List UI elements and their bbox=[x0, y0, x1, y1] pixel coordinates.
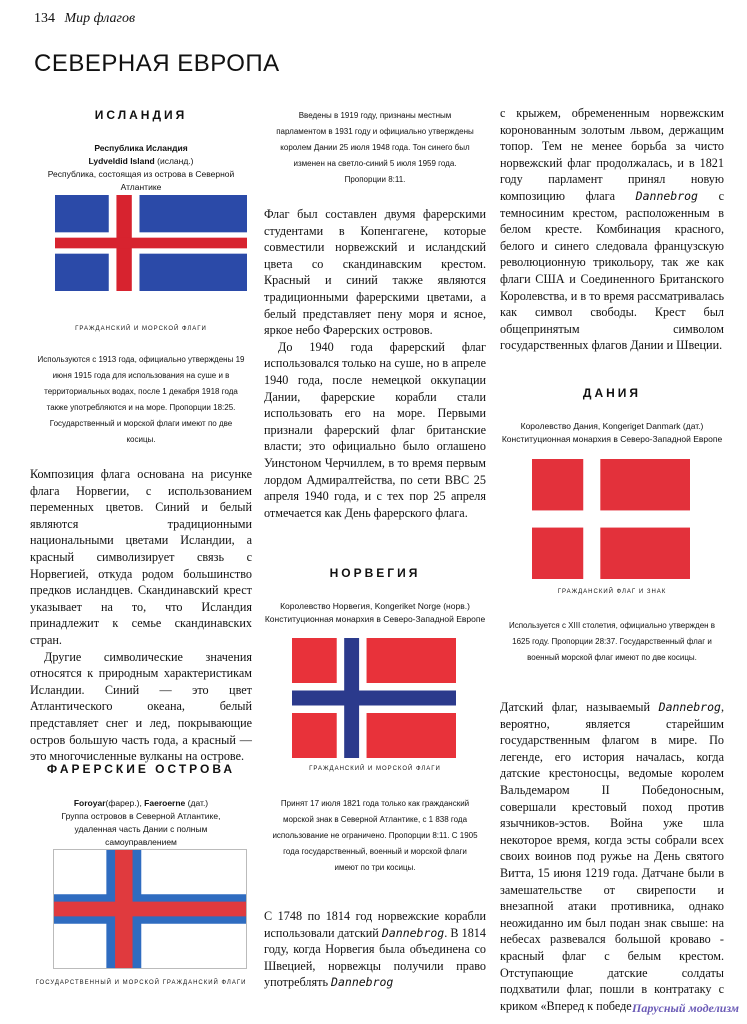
faroe-description: Группа островов в Северной Атлантике, удаленная часть Дании с полным самоуправлением bbox=[61, 811, 221, 847]
iceland-official-native: Lydveldid Island bbox=[88, 156, 155, 166]
norway-paragraph bbox=[264, 908, 486, 991]
denmark-description: Конституционная монархия в Северо-Западной Европе bbox=[501, 434, 723, 444]
norway-text-a: С 1748 по 1814 год норвежские корабли использовали датский bbox=[264, 909, 486, 940]
faroe-flag-caption: ГОСУДАРСТВЕННЫЙ И МОРСКОЙ ГРАЖДАНСКИЙ ФЛАГИ bbox=[35, 980, 247, 986]
faroe-flag-note: Введены в 1919 году, признаны местным парламентом в 1931 году и официально утверждены королем Дании 25 июля 1948 года. Тон синего был изменен на светло-синий 5 июля 1959 года. Пропорции 8:11. bbox=[276, 111, 474, 184]
faroe-official-a: Foroyar bbox=[73, 798, 106, 808]
norway-body-text-cont bbox=[500, 105, 724, 354]
faroe-flag bbox=[54, 850, 246, 968]
iceland-heading: ИСЛАНДИЯ bbox=[94, 108, 188, 122]
denmark-official-name bbox=[500, 420, 724, 446]
denmark-text-a: Датский флаг, называемый bbox=[500, 700, 659, 714]
page-title: СЕВЕРНАЯ ЕВРОПА bbox=[34, 50, 280, 77]
denmark-flag-note: Используется с XIII столетия, официально утвержден в 1625 году. Пропорции 28:37. Государственный флаг и военный морской флаг имеют по две косицы. bbox=[508, 621, 716, 662]
norway-description: Конституционная монархия в Северо-Западной Европе bbox=[264, 614, 486, 624]
iceland-native-lang: (исланд.) bbox=[157, 156, 194, 166]
denmark-text-b: , вероятно, является старейшим государственным флагом в мире. По легенде, его история началась, когда датские крестоносцы, ведомые королем Вальдемаром II Победоносным, совершали крестовый поход против язычников-эстов. Война уже шла некоторое время, когда эсты собрали всех своих воинов под ружье на День святого Витта, 15 июня 1219 года. Датчане были в замешательстве от свирепости и внезапной атаки противника, однако неожиданно им был подан знак свыше: на небесах развевался большой кроваво - красный флаг с белым крестом. Отступающие датские солдаты подхватили флаг, пошли в контратаку с криком «Вперед к победе bbox=[500, 700, 724, 1013]
norway-flag-note: Принят 17 июля 1821 года только как гражданский морской знак в Северной Атлантике, с 1 838 года использование не ограничено. Пропорции 8:11. С 1905 года государственный, военный и морской флаги имеют по три косицы. bbox=[272, 799, 478, 872]
denmark-flag-caption: ГРАЖДАНСКИЙ ФЛАГ И ЗНАК bbox=[557, 589, 667, 595]
norway-text-b: . В 1814 году, когда Норвегия была объединена со Швецией, норвежцы получили право употреблять bbox=[264, 925, 486, 990]
norway-text-c: с крыжем, обремененным норвежским коронованным золотым львом, держащим топор. Тем не менее борьба за чисто норвежский флаг продолжалась, и в 1821 году парламент принял новую композицию флага bbox=[500, 106, 724, 203]
dannebrog-term: Dannebrog bbox=[658, 700, 721, 714]
norway-official: Королевство Норвегия, Kongeriket Norge (норв.) bbox=[280, 601, 470, 611]
iceland-flag bbox=[55, 195, 247, 291]
norway-text-d: с темносиним крестом, расположенным в белом кресте. Комбинация красного, белого и синего следовала французскую революционную трикольору, так же как флаги США и Соединенного Британского Королевства, и в то время рассматривалась как символ свободы. Крест был общепринятым символом государственных флагов Дании и Швеции. bbox=[500, 188, 724, 353]
faroe-paragraph: Флаг был составлен двумя фарерскими студентами в Копенгагене, которые совместили норвежский и исландский цвета со скандинавским крестом. Красный и синий также являются традиционными фарерскими цветами, а белый представляет пену моря и ясное, яркое небо Фарерских островов. bbox=[264, 207, 486, 338]
norway-official-name bbox=[264, 600, 486, 626]
iceland-paragraph: Другие символические значения относятся к природным характеристикам Исландии. Синий — это цвет Атлантического океана, белый представляет снег и лед, покрывающие остров большую часть года, а красный — это многочисленные вулканы на острове. bbox=[30, 649, 252, 764]
norway-heading: НОРВЕГИЯ bbox=[329, 566, 421, 580]
iceland-flag-caption: ГРАЖДАНСКИЙ И МОРСКОЙ ФЛАГИ bbox=[75, 326, 207, 332]
dannebrog-term: Dannebrog bbox=[381, 925, 445, 940]
iceland-description: Республика, состоящая из острова в Северной Атлантике bbox=[47, 169, 235, 192]
denmark-heading: ДАНИЯ bbox=[582, 386, 642, 400]
iceland-body-text bbox=[30, 466, 252, 765]
iceland-official-name bbox=[30, 142, 252, 194]
faroe-heading: ФАРЕРСКИЕ ОСТРОВА bbox=[46, 762, 236, 776]
faroe-lang-a: (фарер.), bbox=[105, 798, 145, 808]
denmark-paragraph bbox=[500, 699, 724, 1014]
running-header bbox=[34, 11, 135, 27]
denmark-flag bbox=[532, 459, 690, 579]
iceland-official-ru: Республика Исландия bbox=[94, 143, 188, 153]
faroe-lang-b: (дат.) bbox=[187, 798, 209, 808]
denmark-official: Королевство Дания, Kongeriget Danmark (дат.) bbox=[520, 421, 704, 431]
faroe-official-name bbox=[30, 797, 252, 849]
dannebrog-term: Dannebrog bbox=[331, 975, 394, 990]
watermark-logo: Парусный моделизм bbox=[632, 1001, 739, 1015]
norway-paragraph bbox=[500, 105, 724, 354]
faroe-paragraph: До 1940 года фарерский флаг использовался только на суше, но в апреле 1940 года, после немецкой оккупации Дании, фарерские корабли стали использовать его на море. Первыми признали фарерский флаг британские власти; это официально было оглашено Уинстоном Черчиллем, в то время первым лордом Адмиралтейства, по сети ВВС 25 апреля 1940 года, и с тех пор 25 апреля отмечается как День фарерского флага. bbox=[264, 339, 486, 520]
denmark-body-text bbox=[500, 699, 724, 1014]
dannebrog-term: Dannebrog bbox=[635, 188, 698, 203]
section-title: Мир флагов bbox=[64, 11, 136, 26]
norway-flag-caption: ГРАЖДАНСКИЙ И МОРСКОЙ ФЛАГИ bbox=[309, 766, 441, 772]
iceland-paragraph: Композиция флага основана на рисунке флага Норвегии, с использованием переменных цветов. Синий и белый являются традиционными национальными цветами Исландии, а красный символизирует связь с Норвегией, откуда родом большинство предков исландцев. Скандинавский крест указывает на то, что Исландия принадлежит к семье скандинавских стран. bbox=[30, 467, 252, 647]
norway-flag bbox=[292, 638, 456, 758]
faroe-official-b: Faeroerne bbox=[144, 798, 186, 808]
page-number: 134 bbox=[34, 11, 55, 26]
iceland-flag-note: Используются с 1913 года, официально утверждены 19 июня 1915 года для использования на суше и в территориальных водах, после 1 декабря 1918 года также употребляются и на море. Пропорции 18:25. Государственный и морской флаги имеют по две косицы. bbox=[37, 355, 245, 444]
norway-body-text bbox=[264, 908, 486, 991]
faroe-body-text bbox=[264, 206, 486, 521]
